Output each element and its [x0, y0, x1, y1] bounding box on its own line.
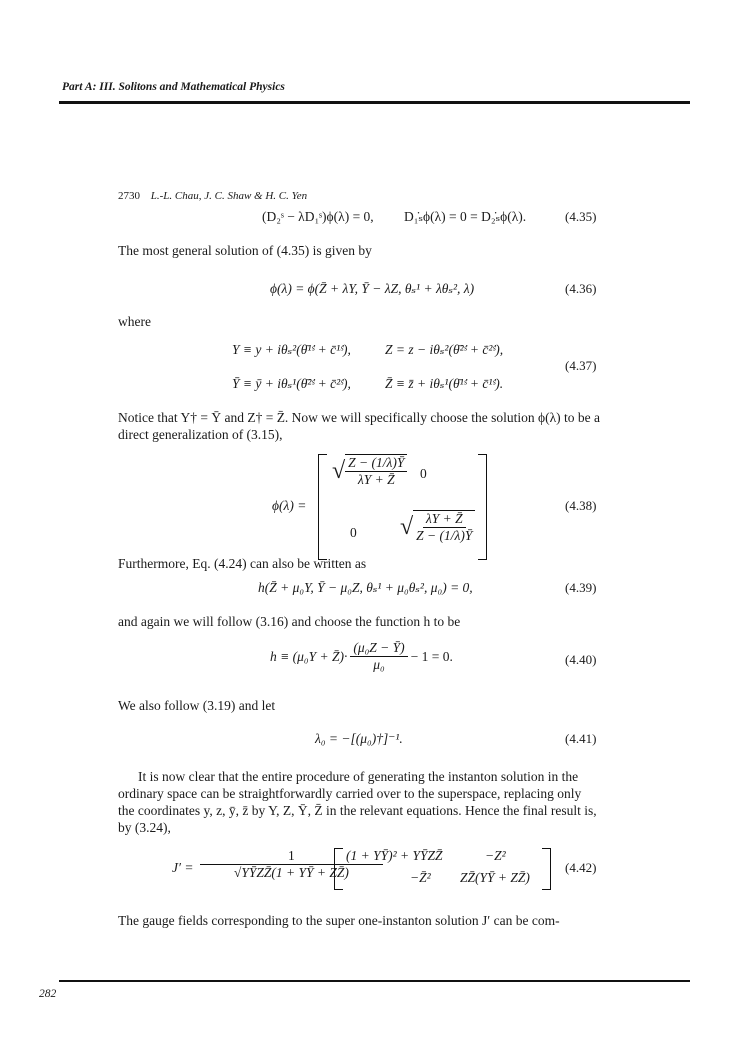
citation [118, 190, 307, 202]
running-head: Part A: III. Solitons and Mathematical Physics [62, 81, 285, 93]
paragraph: Furthermore, Eq. (4.24) can also be written as [118, 556, 367, 571]
page-number: 282 [39, 988, 57, 1000]
equation-4-37: Y ≡ y + iθₛ²(θ̄¹̇ˢ + c̄¹̇ˢ), Z = z − iθₛ²(θ̄²̇ˢ + c̄²̇ˢ), Ȳ ≡ ȳ + iθₛ¹(θ̄²̇ˢ + c̄²̇ˢ), Z̄ ≡ z̄ + iθₛ¹(θ̄¹̇ˢ + c̄¹̇ˢ). (4.37) [232, 342, 597, 391]
paragraph: It is now clear that the entire procedure of generating the instanton solution in the ordinary space can be straightforwardly carried over to the superspace, replacing only the coordinates y, z, ȳ, z̄ by Y, Z, Ȳ, Z̄ in the relevant equations. Hence the final result is, by (3.24), [118, 769, 597, 835]
matrix-cell: √ $\frac{\lambda Y + Z̄}{Z - (1/\lambda)Ȳ}$ [400, 510, 475, 544]
equation-4-42: J′ = $\frac{1}{\text{√YȲZZ̄(1 + YȲ + ZZ̄)}}$ (1 + YȲ)² + YȲZZ̄ −Z² −Z̄² ZZ̄(YȲ + ZZ̄) (4.42) [0, 848, 750, 892]
equation-number: (4.41) [565, 731, 597, 746]
paragraph: Notice that Y† = Ȳ and Z† = Z̄. Now we will specifically choose the solution ϕ(λ) to be a direct generalization of (3.15), [118, 410, 601, 442]
left-bracket [318, 454, 327, 560]
equation-4-40: h ≡ (μ₀Y + Z̄)· $\frac{\text{(μ₀Z − Ȳ)}}{\text{μ₀}}$ − 1 = 0. (4.40) [270, 640, 597, 672]
citation-number: 2730 [118, 190, 140, 202]
equation-number: (4.40) [565, 652, 597, 667]
paragraph: where [118, 314, 151, 329]
matrix-cell: √ $\frac{Z - (1/\lambda)Ȳ}{\lambda Y + Z̄}$ [332, 454, 407, 488]
footer-rule [59, 980, 690, 982]
paragraph: and again we will follow (3.16) and choose the function h to be [118, 614, 461, 629]
left-bracket [334, 848, 343, 890]
equation-number: (4.35) [565, 209, 597, 224]
paragraph: The gauge fields corresponding to the super one-instanton solution J′ can be com- [118, 913, 560, 928]
right-bracket [542, 848, 551, 890]
citation-authors: L.-L. Chau, J. C. Shaw & H. C. Yen [150, 190, 308, 202]
equation-4-38: ϕ(λ) = √ $\frac{Z - (1/\lambda)Ȳ}{\lambda Y + Z̄}$ 0 0 √ $\frac{\lambda Y + Z̄}{Z - (1/\lambda)Ȳ}$ (4.38) [0, 452, 750, 562]
equation-number: (4.38) [565, 498, 597, 513]
equation-number: (4.42) [565, 860, 597, 875]
equation-4-35-left: (D₂ˢ − λD₁ˢ)ϕ(λ) = 0, [262, 209, 374, 224]
paragraph: We also follow (3.19) and let [118, 698, 276, 713]
equation-number: (4.36) [565, 281, 597, 296]
paragraph: The most general solution of (4.35) is given by [118, 243, 372, 258]
equation-number: (4.37) [565, 358, 597, 373]
equation-4-35-right: D₁̇ₛϕ(λ) = 0 = D₂̇ₛϕ(λ). [404, 209, 527, 224]
right-bracket [478, 454, 487, 560]
header-rule [59, 101, 690, 104]
equation-number: (4.39) [565, 580, 597, 595]
